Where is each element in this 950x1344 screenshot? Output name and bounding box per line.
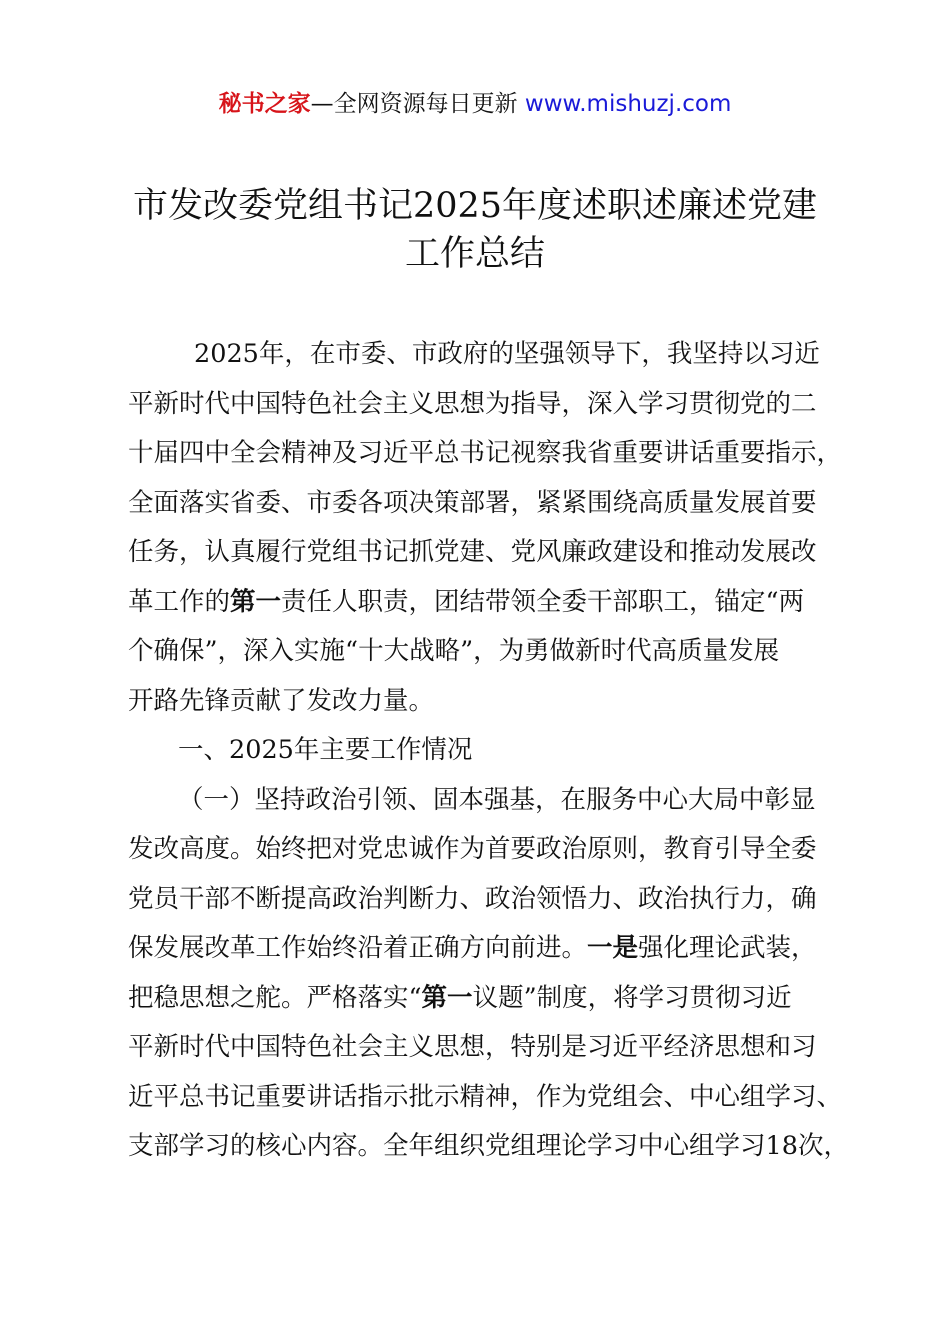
paragraph-line: 近平总书记重要讲话指示批示精神，作为党组会、中心组学习、 bbox=[128, 1081, 843, 1112]
paragraph-line: 2025年，在市委、市政府的坚强领导下，我坚持以习近 bbox=[194, 339, 820, 369]
paragraph-line: 发改高度。始终把对党忠诚作为首要政治原则，教育引导全委 bbox=[128, 834, 817, 864]
paragraph-line bbox=[128, 974, 858, 1024]
paragraph-line: （一）坚持政治引领、固本强基，在服务中心大局中彰显 bbox=[178, 784, 816, 815]
document-title bbox=[100, 182, 850, 278]
text-run: 革工作的 bbox=[128, 586, 231, 617]
text-run: 强化理论武装， bbox=[638, 933, 817, 963]
text-run: 把稳思想之舵。严格落实“ bbox=[128, 982, 422, 1013]
paragraph-line: 十届四中全会精神及习近平总书记视察我省重要讲话重要指示， bbox=[128, 438, 843, 468]
paragraph-line: 支部学习的核心内容。全年组织党组理论学习中心组学习18次， bbox=[128, 1131, 849, 1161]
paragraph-line: 党员干部不断提高政治判断力、政治领悟力、政治执行力，确 bbox=[128, 883, 817, 914]
bold-text-run: 一是 bbox=[587, 933, 639, 963]
paragraph-line: 开路先锋贡献了发改力量。 bbox=[128, 685, 435, 716]
paragraph-line: 个确保”，深入实施“十大战略”，为勇做新时代高质量发展 bbox=[128, 636, 780, 666]
header-banner bbox=[0, 88, 950, 120]
paragraph-line: 任务，认真履行党组书记抓党建、党风廉政建设和推动发展改 bbox=[128, 537, 817, 567]
text-run: 责任人职责，团结带领全委干部职工，锚定“两 bbox=[281, 586, 805, 617]
paragraph-line bbox=[128, 578, 858, 628]
website-link[interactable]: www.mishuzj.com bbox=[517, 91, 732, 117]
text-run: 保发展改革工作始终沿着正确方向前进。 bbox=[128, 933, 588, 963]
bold-text-run: 第一 bbox=[421, 982, 473, 1013]
text-run: 议题”制度，将学习贯彻习近 bbox=[472, 982, 792, 1013]
banner-slogan: —全网资源每日更新 bbox=[310, 91, 518, 117]
title-line-2: 工作总结 bbox=[404, 234, 545, 274]
brand-name: 秘书之家 bbox=[218, 91, 311, 117]
bold-text-run: 第一 bbox=[230, 586, 282, 617]
paragraph-line: 全面落实省委、市委各项决策部署，紧紧围绕高质量发展首要 bbox=[128, 487, 817, 518]
title-line-1: 市发改委党组书记2025年度述职述廉述党建 bbox=[132, 186, 818, 226]
paragraph-line: 平新时代中国特色社会主义思想，特别是习近平经济思想和习 bbox=[128, 1032, 817, 1062]
paragraph-line bbox=[128, 924, 858, 974]
section-heading: 一、2025年主要工作情况 bbox=[178, 735, 473, 765]
paragraph-line: 平新时代中国特色社会主义思想为指导，深入学习贯彻党的二 bbox=[128, 388, 817, 419]
document-body bbox=[128, 330, 858, 1172]
